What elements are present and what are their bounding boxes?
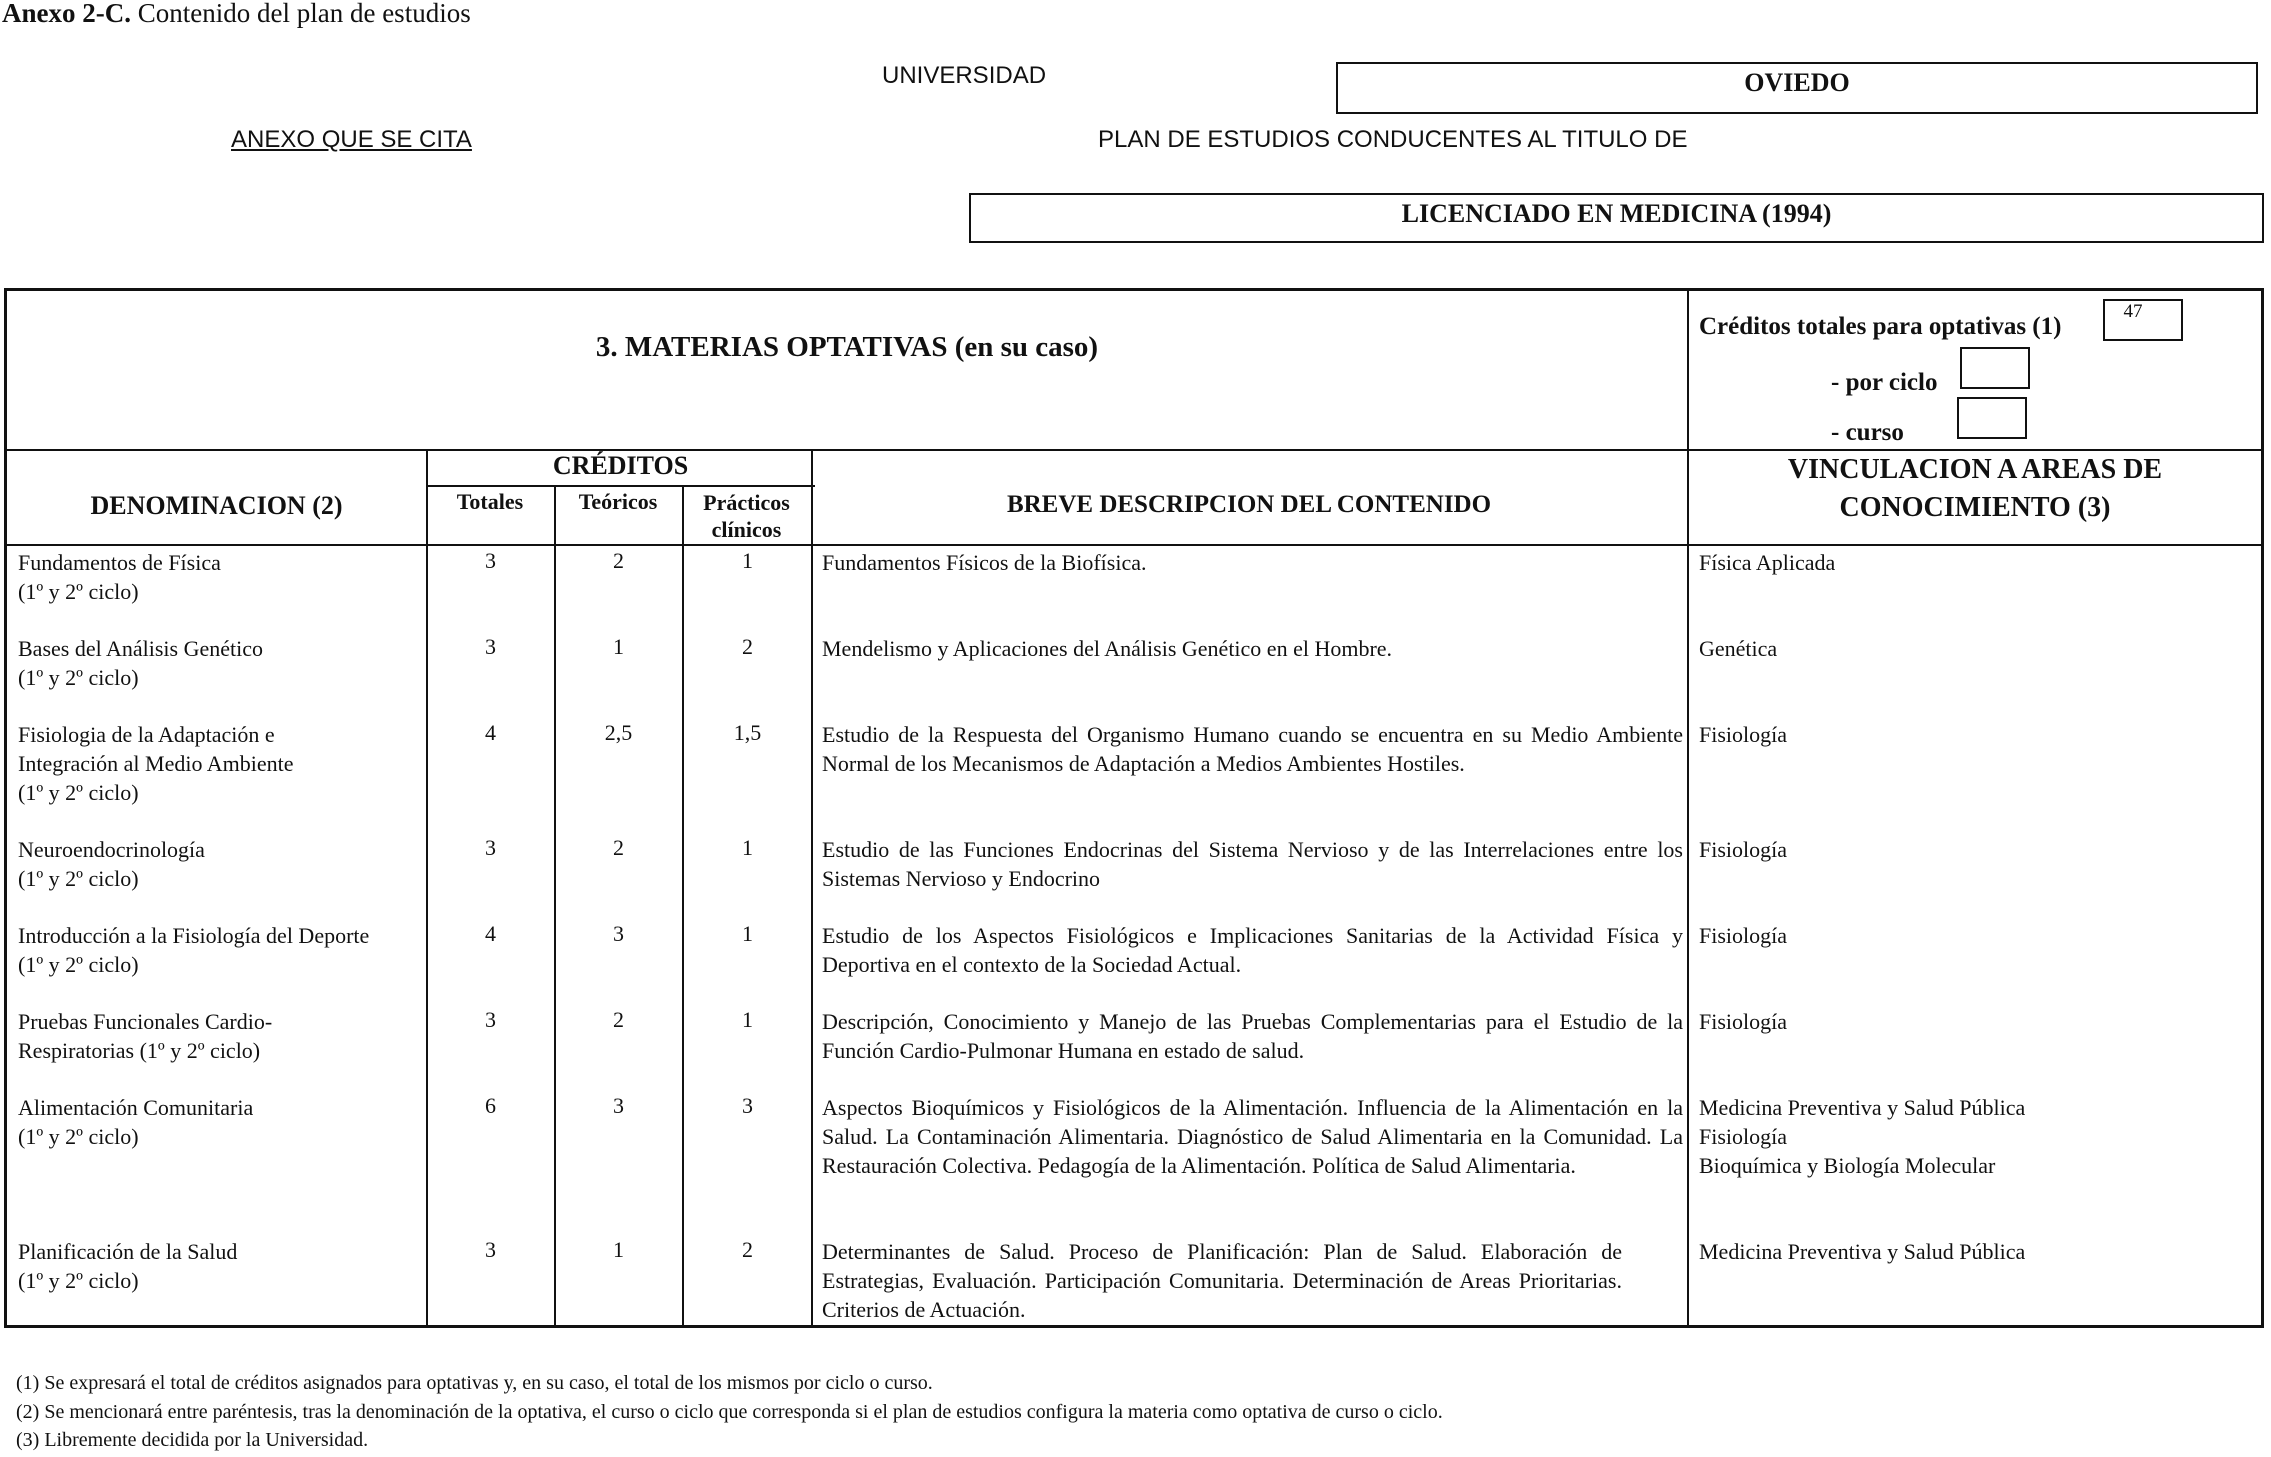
row-7-totales: 6 xyxy=(485,1093,496,1118)
row-7-descripcion: Aspectos Bioquímicos y Fisiológicos de la Alimentación. Influencia de la Alimentación en la Salud. La Contaminación Alimentaria. Diagnóstico de Salud Alimentaria en la Comunidad. La Restauración Colectiva. Pedagogía de la Alimentación. Política de Salud Alimentaria. xyxy=(822,1095,1683,1178)
row-8-descripcion: Determinantes de Salud. Proceso de Planificación: Plan de Salud. Elaboración de Estrategias, Evaluación. Participación Comunitaria. Determinación de Areas Prioritarias. Criterios de Actuación. xyxy=(822,1239,1622,1322)
row-6-practicos: 1 xyxy=(742,1007,753,1032)
row-5-totales: 4 xyxy=(485,921,496,946)
row-3-teoricos: 2,5 xyxy=(604,720,633,745)
creditos-totales-label: Créditos totales para optativas (1) xyxy=(1699,313,2062,340)
row-5-practicos: 1 xyxy=(742,921,753,946)
col-line-1 xyxy=(426,449,428,1325)
row-3-totales: 4 xyxy=(485,720,496,745)
row-6-areas: Fisiología xyxy=(1699,1009,1788,1034)
row-1-practicos: 1 xyxy=(742,548,753,573)
por-ciclo-label: - por ciclo xyxy=(1831,369,1938,396)
row-8-teoricos: 1 xyxy=(613,1237,624,1262)
row-4-areas: Fisiología xyxy=(1699,837,1788,862)
annex-label: Anexo 2-C. xyxy=(2,0,131,28)
teoricos-header: Teóricos xyxy=(578,489,658,514)
row-5-areas: Fisiología xyxy=(1699,923,1788,948)
row-4-teoricos: 2 xyxy=(613,835,624,860)
row-1-descripcion: Fundamentos Físicos de la Biofísica. xyxy=(822,550,1147,575)
row-4-denominacion: Neuroendocrinología (1º y 2º ciclo) xyxy=(18,837,205,891)
header-bottom-line xyxy=(7,544,2261,546)
creditos-sub-line xyxy=(426,485,815,487)
col-line-4 xyxy=(811,449,813,1325)
row-5-descripcion: Estudio de los Aspectos Fisiológicos e Implicaciones Sanitarias de la Actividad Física y Deportiva en el contexto de la Sociedad Actual. xyxy=(822,923,1683,977)
titulo-value: LICENCIADO EN MEDICINA (1994) xyxy=(1401,199,1832,228)
row-2-totales: 3 xyxy=(485,634,496,659)
creditos-totales-value: 47 xyxy=(2123,301,2143,322)
row-7-practicos: 3 xyxy=(742,1093,753,1118)
annex-heading xyxy=(2,0,471,29)
universidad-label: UNIVERSIDAD xyxy=(882,62,1047,89)
row-2-denominacion: Bases del Análisis Genético (1º y 2º ciclo) xyxy=(18,636,264,690)
row-5-teoricos: 3 xyxy=(613,921,624,946)
row-8-areas: Medicina Preventiva y Salud Pública xyxy=(1699,1239,2026,1264)
col-line-3 xyxy=(682,485,684,1325)
practicos-header xyxy=(682,489,811,543)
curso-label: - curso xyxy=(1831,419,1904,446)
row-5-denominacion: Introducción a la Fisiología del Deporte (1º y 2º ciclo) xyxy=(18,923,370,977)
descripcion-header: BREVE DESCRIPCION DEL CONTENIDO xyxy=(1006,491,1492,518)
row-1-areas: Física Aplicada xyxy=(1699,550,1836,575)
row-4-practicos: 1 xyxy=(742,835,753,860)
row-3-areas: Fisiología xyxy=(1699,722,1788,747)
annex-title: Contenido del plan de estudios xyxy=(137,0,471,28)
footnote-2: (2) Se mencionará entre paréntesis, tras la denominación de la optativa, el curso o ciclo que corresponda si el plan de estudios configura la materia como optativa de curso o ciclo. xyxy=(16,1401,1443,1423)
footnote-1: (1) Se expresará el total de créditos asignados para optativas y, en su caso, el total de los mismos por ciclo o curso. xyxy=(16,1372,933,1394)
creditos-header: CRÉDITOS xyxy=(552,451,689,480)
denominacion-header: DENOMINACION (2) xyxy=(90,491,343,520)
row-4-descripcion: Estudio de las Funciones Endocrinas del Sistema Nervioso y de las Interrelaciones entre los Sistemas Nervioso y Endocrino xyxy=(822,837,1683,891)
curso-box xyxy=(1957,397,2027,439)
row-6-denominacion: Pruebas Funcionales Cardio- Respiratorias (1º y 2º ciclo) xyxy=(18,1009,273,1063)
col-line-2 xyxy=(554,485,556,1325)
row-6-teoricos: 2 xyxy=(613,1007,624,1032)
row-6-descripcion: Descripción, Conocimiento y Manejo de las Pruebas Complementarias para el Estudio de la Función Cardio-Pulmonar Humana en estado de salud. xyxy=(822,1009,1683,1063)
row-1-teoricos: 2 xyxy=(613,548,624,573)
row-6-totales: 3 xyxy=(485,1007,496,1032)
row-2-teoricos: 1 xyxy=(613,634,624,659)
title-divider xyxy=(1687,291,1689,1325)
row-3-practicos: 1,5 xyxy=(733,720,762,745)
row-7-teoricos: 3 xyxy=(613,1093,624,1118)
section-title: 3. MATERIAS OPTATIVAS (en su caso) xyxy=(595,331,1099,363)
row-7-denominacion: Alimentación Comunitaria (1º y 2º ciclo) xyxy=(18,1095,254,1149)
vinculacion-header xyxy=(1687,451,2263,527)
row-8-totales: 3 xyxy=(485,1237,496,1262)
row-2-areas: Genética xyxy=(1699,636,1778,661)
row-4-totales: 3 xyxy=(485,835,496,860)
plan-label: PLAN DE ESTUDIOS CONDUCENTES AL TITULO DE xyxy=(1098,126,1688,153)
vinculacion-header-line2: CONOCIMIENTO (3) xyxy=(1839,492,2111,523)
row-1-denominacion: Fundamentos de Física (1º y 2º ciclo) xyxy=(18,550,221,604)
row-2-practicos: 2 xyxy=(742,634,753,659)
anexo-cita-link: ANEXO QUE SE CITA xyxy=(231,126,472,153)
practicos-header-line2: clínicos xyxy=(711,517,782,542)
row-8-denominacion: Planificación de la Salud (1º y 2º ciclo) xyxy=(18,1239,238,1293)
row-7-areas: Medicina Preventiva y Salud Pública Fisiología Bioquímica y Biología Molecular xyxy=(1699,1095,2026,1178)
totales-header: Totales xyxy=(456,489,524,514)
footnote-3: (3) Libremente decidida por la Universidad. xyxy=(16,1429,369,1451)
practicos-header-line1: Prácticos xyxy=(703,490,790,515)
row-1-totales: 3 xyxy=(485,548,496,573)
row-3-denominacion: Fisiologia de la Adaptación e Integración al Medio Ambiente (1º y 2º ciclo) xyxy=(18,722,294,805)
row-8-practicos: 2 xyxy=(742,1237,753,1262)
por-ciclo-box xyxy=(1960,347,2030,389)
optativas-table xyxy=(4,288,2264,1328)
universidad-value: OVIEDO xyxy=(1744,68,1850,97)
row-2-descripcion: Mendelismo y Aplicaciones del Análisis Genético en el Hombre. xyxy=(822,636,1393,661)
vinculacion-header-line1: VINCULACION A AREAS DE xyxy=(1787,454,2163,485)
row-3-descripcion: Estudio de la Respuesta del Organismo Humano cuando se encuentra en su Medio Ambiente Normal de los Mecanismos de Adaptación a Medios Ambientes Hostiles. xyxy=(822,722,1683,776)
